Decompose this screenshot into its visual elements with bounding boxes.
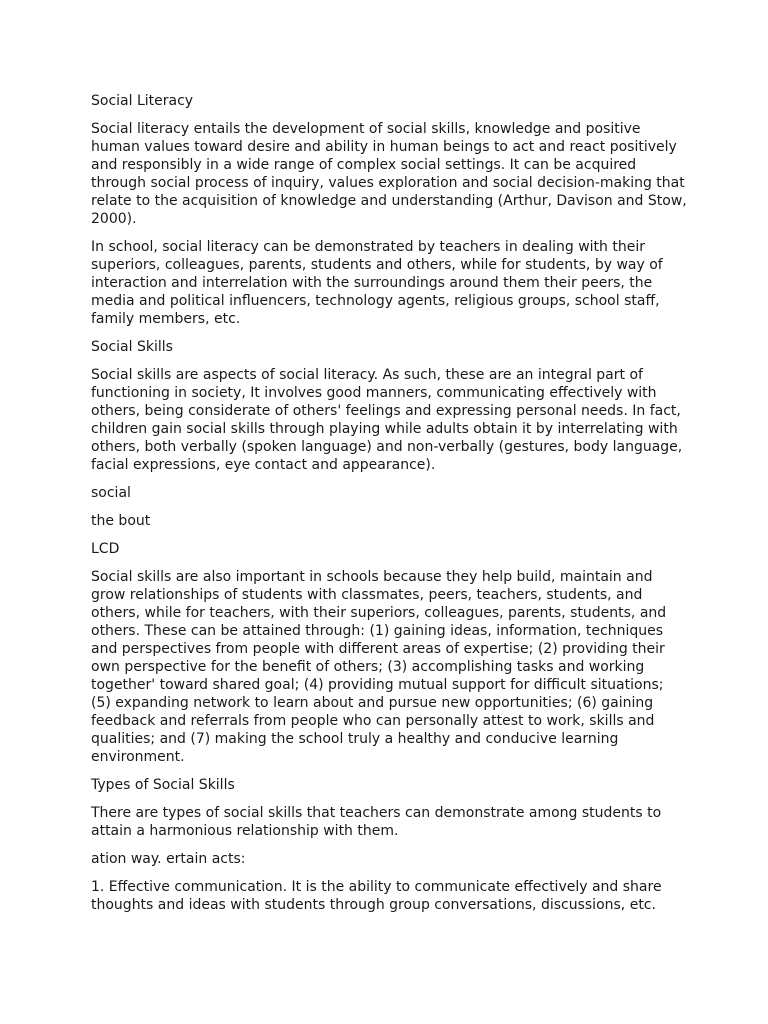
paragraph-social-skills-importance: Social skills are also important in schools because they help build, maintain and grow relationships of students with classmates, peers, teachers, students, and others, while for teachers, with their superiors, colleagues, parents, students, and others. These can be attained through: (1) gaining ideas, information, techniques and perspectives from people with different areas of expertise; (2) providing their own perspective for the benefit of others; (3) accomplishing tasks and working together' toward shared goal; (4) providing mutual support for difficult situations; (5) expanding network to learn about and pursue new opportunities; (6) gaining feedback and referrals from people who can personally attest to work, skills and qualities; and (7) making the school truly a healthy and conducive learning environment. <box>91 569 667 765</box>
heading-social-skills: Social Skills <box>91 339 173 355</box>
heading-social-literacy: Social Literacy <box>91 93 194 109</box>
fragment-ation-way: ation way. ertain acts: <box>91 851 246 867</box>
fragment-lcd: LCD <box>91 541 120 557</box>
paragraph-types-intro: There are types of social skills that teachers can demonstrate among students to attain a harmonious relationship with them. <box>91 805 662 839</box>
document-page <box>91 92 687 924</box>
paragraph-social-literacy-definition: Social literacy entails the development of social skills, knowledge and positive human values toward desire and ability in human beings to act and react positively and responsibly in a wide range of complex social settings. It can be acquired through social process of inquiry, values exploration and social decision-making that relate to the acquisition of knowledge and understanding (Arthur, Davison and Stow, 2000). <box>91 121 687 227</box>
heading-types-of-social-skills: Types of Social Skills <box>91 777 235 793</box>
paragraph-social-literacy-in-school: In school, social literacy can be demonstrated by teachers in dealing with their superiors, colleagues, parents, students and others, while for students, by way of interaction and interrelation with the surroundings around them their peers, the media and political influencers, technology agents, religious groups, school staff, family members, etc. <box>91 239 663 327</box>
paragraph-effective-communication: 1. Effective communication. It is the ability to communicate effectively and share thoughts and ideas with students through group conversations, discussions, etc. <box>91 879 662 913</box>
fragment-the-bout: the bout <box>91 513 151 529</box>
fragment-social: social <box>91 485 131 501</box>
paragraph-social-skills-aspects: Social skills are aspects of social literacy. As such, these are an integral part of functioning in society, It involves good manners, communicating effectively with others, being considerate of others' feelings and expressing personal needs. In fact, children gain social skills through playing while adults obtain it by interrelating with others, both verbally (spoken language) and non-verbally (gestures, body language, facial expressions, eye contact and appearance). <box>91 367 683 473</box>
